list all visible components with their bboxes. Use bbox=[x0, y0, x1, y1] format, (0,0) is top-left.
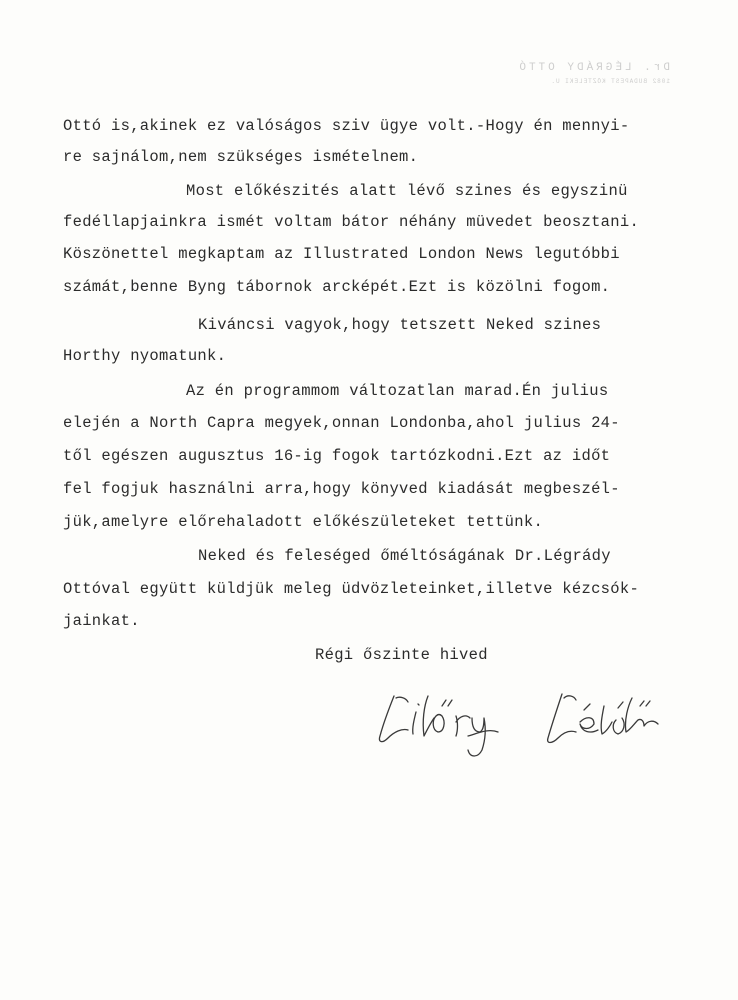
letterhead-bleed-through bbox=[470, 62, 670, 85]
body-line: Neked és feleséged őméltóságának Dr.Légrády bbox=[198, 547, 611, 565]
bleed-line-2: 1082 BUDAPEST KÖZTELEKI U. bbox=[550, 78, 670, 85]
handwritten-signature bbox=[372, 676, 692, 766]
body-line: Most előkészités alatt lévő szines és egyszinü bbox=[186, 182, 628, 200]
body-line: számát,benne Byng tábornok arcképét.Ezt is közölni fogom. bbox=[63, 278, 611, 296]
bleed-line-1: Dr. LÉGRÁDY OTTÓ bbox=[516, 62, 670, 74]
body-line: fedéllapjainkra ismét voltam bátor néhány müvedet beosztani. bbox=[63, 213, 640, 231]
closing-line: Régi őszinte hived bbox=[315, 646, 488, 664]
body-line: től egészen augusztus 16-ig fogok tartózkodni.Ezt az időt bbox=[63, 447, 611, 465]
body-line: re sajnálom,nem szükséges ismételnem. bbox=[63, 148, 419, 166]
body-line: jainkat. bbox=[63, 612, 140, 630]
body-line: fel fogjuk használni arra,hogy könyved kiadását megbeszél- bbox=[63, 480, 620, 498]
body-line: elején a North Capra megyek,onnan Londonba,ahol julius 24- bbox=[63, 414, 620, 432]
body-line: Ottó is,akinek ez valóságos sziv ügye volt.-Hogy én mennyi- bbox=[63, 117, 630, 135]
body-line: jük,amelyre előrehaladott előkészületeket tettünk. bbox=[63, 513, 544, 531]
body-line: Kiváncsi vagyok,hogy tetszett Neked szines bbox=[198, 316, 602, 334]
body-line: Köszönettel megkaptam az Illustrated London News legutóbbi bbox=[63, 245, 620, 263]
body-line: Az én programmom változatlan marad.Én julius bbox=[186, 382, 609, 400]
body-line: Horthy nyomatunk. bbox=[63, 347, 227, 365]
body-line: Ottóval együtt küldjük meleg üdvözleteinket,illetve kézcsók- bbox=[63, 580, 640, 598]
